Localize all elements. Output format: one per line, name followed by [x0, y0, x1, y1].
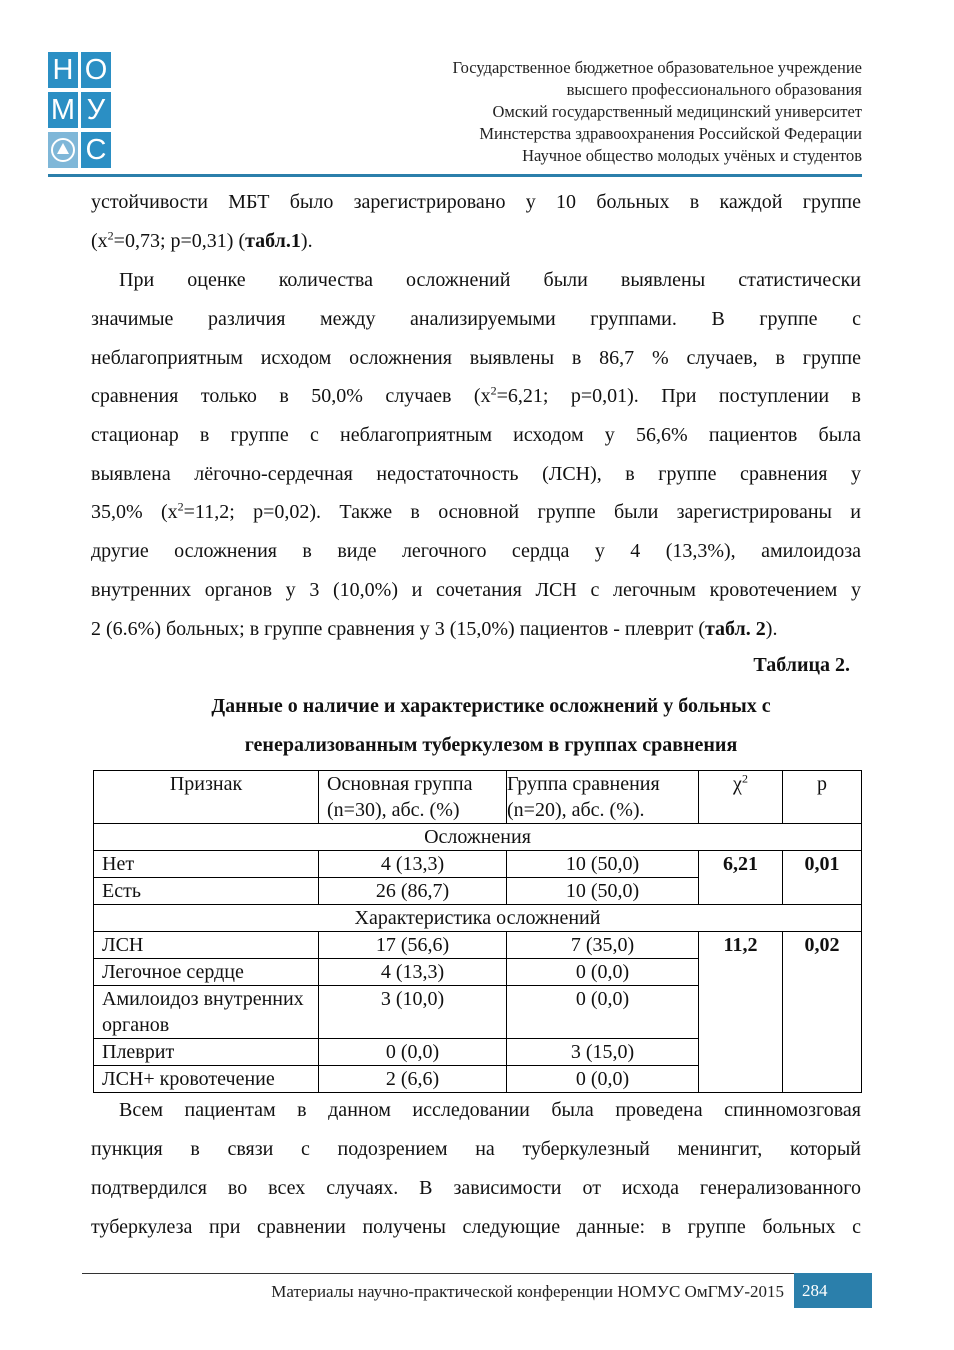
header-line: Государственное бюджетное образовательное учреждение — [452, 58, 862, 77]
paragraph-line: ($х^2=0,73$; р=0,31) (табл.1). — [91, 228, 313, 252]
logo-letter-m: М — [48, 92, 78, 128]
page-number: 284 — [794, 1273, 872, 1308]
table-header-row — [94, 771, 862, 824]
cell-comp: 10 (50,0) — [507, 878, 699, 905]
logo-emblem-icon — [48, 132, 78, 168]
cell-comp: 7 (35,0) — [507, 932, 699, 959]
cell-chi: 6,21 — [699, 851, 783, 905]
paragraph-line: устойчивости МБТ было зарегистрировано у 10 больных в каждой группе — [91, 191, 861, 213]
complications-table — [93, 770, 862, 1093]
nomus-logo — [48, 52, 112, 167]
header-comparison-group: Группа сравнения (n=20), абс. (%). — [507, 771, 699, 824]
cell-feature: Легочное сердце — [94, 959, 319, 986]
paragraph-line: подтвердился во всех случаях. В зависимости от исхода генерализованного — [91, 1177, 861, 1199]
logo-letter-n: Н — [48, 52, 78, 88]
logo-letter-s: С — [81, 132, 111, 168]
paragraph-line: При оценке количества осложнений были выявлены статистически — [119, 269, 861, 291]
cell-feature: Нет — [94, 851, 319, 878]
cell-main: 3 (10,0) — [319, 986, 507, 1039]
cell-comp: 10 (50,0) — [507, 851, 699, 878]
paragraph-line: внутренних органов у 3 (10,0%) и сочетания ЛСН с легочным кровотечением у — [91, 579, 861, 601]
header-p-value: р — [783, 771, 862, 824]
header-line: высшего профессионального образования — [566, 80, 862, 99]
header-line: Омский государственный медицинский университет — [492, 102, 862, 121]
table-title: Данные о наличие и характеристике осложнений у больных с — [211, 695, 771, 717]
header-divider — [48, 174, 862, 177]
paragraph-line: стационар в группе с неблагоприятным исходом у 56,6% пациентов была — [91, 424, 861, 446]
logo-letter-u: У — [81, 92, 111, 128]
paragraph-line: 2 (6.6%) больных; в группе сравнения у 3 (15,0%) пациентов - плеврит (табл. 2). — [91, 618, 778, 640]
cell-chi: 11,2 — [699, 932, 783, 1093]
cell-comp: 0 (0,0) — [507, 959, 699, 986]
section-title: Осложнения — [94, 824, 862, 851]
paragraph-line: выявлена лёгочно-сердечная недостаточность (ЛСН), в группе сравнения у — [91, 463, 861, 485]
cell-main: 4 (13,3) — [319, 851, 507, 878]
cell-comp: 0 (0,0) — [507, 1066, 699, 1093]
header-line: Минстерства здравоохранения Российской Федерации — [479, 124, 862, 143]
footer-text: Материалы научно-практической конференции НОМУС ОмГМУ-2015 — [271, 1282, 784, 1301]
cell-feature: Есть — [94, 878, 319, 905]
paragraph-line: другие осложнения в виде легочного сердца у 4 (13,3%), амилоидоза — [91, 540, 861, 562]
cell-main: 17 (56,6) — [319, 932, 507, 959]
header-feature: Признак — [94, 771, 319, 824]
cell-main: 4 (13,3) — [319, 959, 507, 986]
table-row — [94, 851, 862, 878]
table-section-row — [94, 824, 862, 851]
cell-main: 0 (0,0) — [319, 1039, 507, 1066]
cell-p: 0,01 — [783, 851, 862, 905]
cell-comp: 3 (15,0) — [507, 1039, 699, 1066]
paragraph-line: туберкулеза при сравнении получены следующие данные: в группе больных с — [91, 1216, 861, 1238]
cell-feature: ЛСН+ кровотечение — [94, 1066, 319, 1093]
institution-header — [453, 57, 862, 167]
header-main-group: Основная группа (n=30), абс. (%) — [319, 771, 507, 824]
paragraph-line: значимые различия между анализируемыми группами. В группе с — [91, 308, 861, 330]
table-caption: Таблица 2. — [753, 654, 850, 676]
logo-letter-o: О — [81, 52, 111, 88]
cell-main: 2 (6,6) — [319, 1066, 507, 1093]
cell-comp: 0 (0,0) — [507, 986, 699, 1039]
paragraph-line: Всем пациентам в данном исследовании была проведена спинномозговая — [119, 1099, 861, 1121]
table-row — [94, 932, 862, 959]
header-chi-square: $\chi^2$ — [699, 771, 783, 824]
cell-feature: Амилоидоз внутренних органов — [94, 986, 319, 1039]
paragraph-line: 35,0% ($х^2=11,2$; р=0,02). Также в основной группе были зарегистрированы и — [91, 499, 861, 523]
paragraph-line: пункция в связи с подозрением на туберкулезный менингит, который — [91, 1138, 861, 1160]
cell-feature: Плеврит — [94, 1039, 319, 1066]
cell-p: 0,02 — [783, 932, 862, 1093]
paragraph-line: неблагоприятным исходом осложнения выявлены в 86,7 % случаев, в группе — [91, 347, 861, 369]
table-section-row — [94, 905, 862, 932]
header-line: Научное общество молодых учёных и студентов — [522, 146, 862, 165]
section-title: Характеристика осложнений — [94, 905, 862, 932]
cell-main: 26 (86,7) — [319, 878, 507, 905]
cell-feature: ЛСН — [94, 932, 319, 959]
footer-divider — [82, 1273, 794, 1274]
table-title: генерализованным туберкулезом в группах сравнения — [244, 734, 738, 756]
paragraph-line: сравнения только в 50,0% случаев ($х^2=6,21$; р=0,01). При поступлении в — [91, 383, 862, 407]
